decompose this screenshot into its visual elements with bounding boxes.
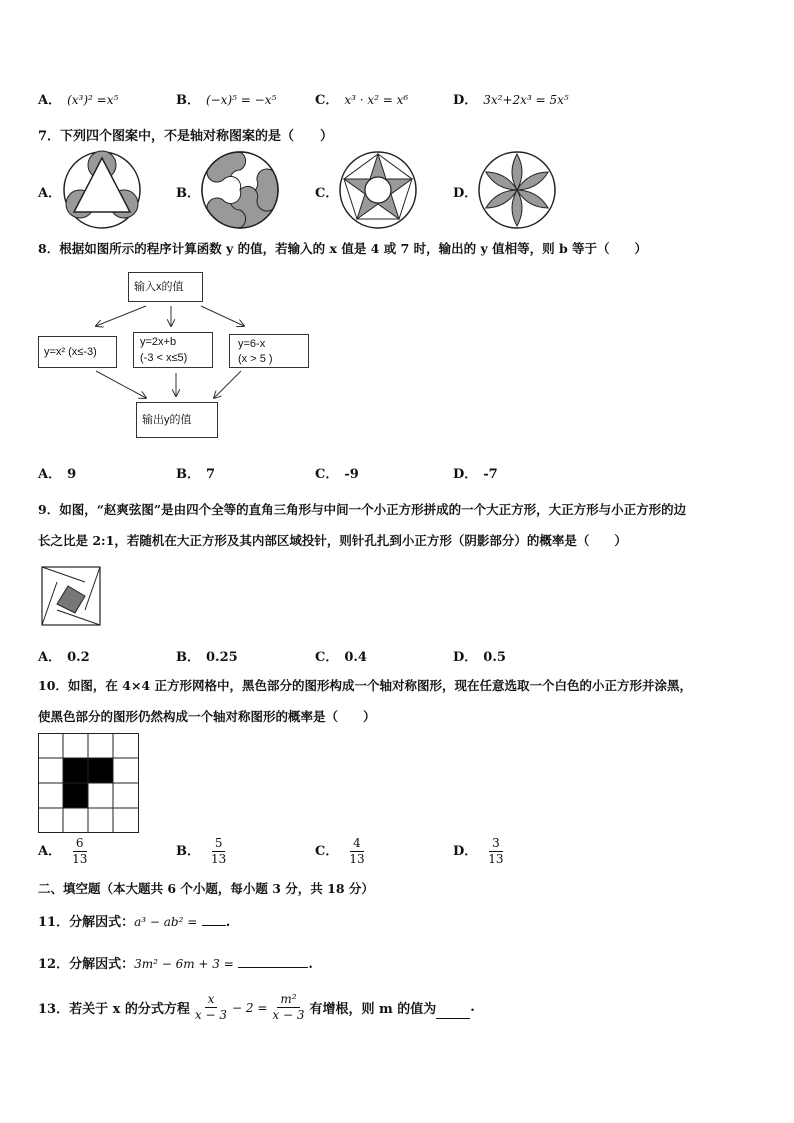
option-value: 7: [206, 467, 216, 482]
option-value: 9: [67, 467, 77, 482]
option-expression: (−x)⁵ = −x⁵: [206, 93, 277, 107]
q7-figure-d: [477, 150, 557, 230]
q13-answer-blank[interactable]: [436, 1006, 470, 1019]
flow-middle-line2: (-3 < x≤5): [140, 352, 188, 364]
option-label: C．: [315, 93, 339, 108]
option-label: C．: [315, 650, 339, 665]
option-fraction: [208, 836, 229, 867]
flow-middle-line1: y=2x+b: [140, 336, 177, 348]
q13-fraction-2: [269, 992, 307, 1023]
option-label: B．: [176, 93, 200, 108]
option-label: C．: [315, 844, 339, 859]
q13-middle: − 2 =: [232, 1000, 268, 1015]
q8-option-d[interactable]: [453, 463, 498, 482]
q9-option-a[interactable]: [38, 646, 90, 665]
fraction-numerator: m²: [277, 992, 299, 1008]
flow-middle-branch-box: [133, 332, 213, 368]
option-fraction: [346, 836, 367, 867]
q8-option-b[interactable]: [176, 463, 215, 482]
option-value: 0.25: [206, 650, 238, 665]
option-label: D．: [453, 93, 478, 108]
q8-stem: 8．根据如图所示的程序计算函数 y 的值，若输入的 x 值是 4 或 7 时，输出的 y 值相等，则 b 等于（ ）: [38, 241, 648, 256]
option-label: D．: [453, 844, 478, 859]
option-expression: 3x²+2x³ = 5x⁵: [483, 93, 569, 107]
option-label: B．: [176, 467, 200, 482]
option-value: 0.2: [67, 650, 90, 665]
option-expression: x³ · x² = x⁶: [344, 93, 409, 107]
q11: [38, 911, 230, 930]
q9-stem-line1: 9．如图，“赵爽弦图”是由四个全等的直角三角形与中间一个小正方形拼成的一个大正方形，大正方形与小正方形的边: [38, 502, 687, 517]
option-label: D．: [453, 467, 478, 482]
fraction-denominator: 13: [349, 852, 365, 866]
flow-input-box: 输入x的值: [128, 272, 203, 302]
q11-answer-blank[interactable]: [202, 913, 226, 926]
q9-option-d[interactable]: [453, 646, 506, 665]
q12: [38, 953, 313, 972]
option-label: A．: [38, 467, 62, 482]
q7-stem: 7．下列四个图案中，不是轴对称图案的是（ ）: [38, 129, 334, 144]
q9-stem-line2: 长之比是 2:1，若随机在大正方形及其内部区域投针，则针孔扎到小正方形（阴影部分）的概率是（ ）: [38, 533, 627, 548]
zhao-shuang-string-figure: [41, 566, 101, 626]
option-label: B．: [176, 844, 200, 859]
fraction-numerator: 3: [489, 836, 503, 852]
q11-expression: a³ − ab² =: [134, 915, 198, 929]
option-label: C．: [315, 467, 339, 482]
q10-option-b[interactable]: [176, 836, 231, 867]
q7-option-c-label[interactable]: C．: [315, 186, 339, 201]
option-label: A．: [38, 844, 62, 859]
option-fraction: [69, 836, 90, 867]
q6-option-a[interactable]: [38, 89, 118, 108]
q8-option-a[interactable]: [38, 463, 76, 482]
flow-right-line1: y=6-x: [238, 338, 266, 350]
fraction-numerator: 5: [212, 836, 226, 852]
q12-prefix: 12．分解因式：: [38, 957, 135, 972]
option-label: D．: [453, 650, 478, 665]
flow-left-branch-box: y=x² (x≤-3): [38, 336, 117, 368]
option-expression: (x³)² =x⁵: [67, 93, 119, 107]
q13-fraction-1: [192, 992, 230, 1023]
q10-option-d[interactable]: [453, 836, 509, 867]
q10-stem-line2: 使黑色部分的图形仍然构成一个轴对称图形的概率是（ ）: [38, 709, 376, 724]
q13-suffix: 有增根，则 m 的值为: [309, 1002, 437, 1017]
q10-stem-line1: 10．如图，在 4×4 正方形网格中，黑色部分的图形构成一个轴对称图形，现在任意选取一个白色的小正方形并涂黑，: [38, 678, 692, 693]
q12-answer-blank[interactable]: [238, 955, 308, 968]
q6-option-d[interactable]: [453, 89, 569, 108]
q7-figure-a: [62, 150, 142, 230]
option-label: A．: [38, 650, 62, 665]
q7-option-d-label[interactable]: D．: [453, 186, 478, 201]
q12-expression: 3m² − 6m + 3 =: [134, 957, 234, 971]
option-value: -7: [483, 467, 498, 482]
q9-option-b[interactable]: [176, 646, 238, 665]
q7-figure-b: [200, 150, 280, 230]
q7-option-b-label[interactable]: B．: [176, 186, 200, 201]
fraction-numerator: 4: [350, 836, 364, 852]
q7-option-a-label[interactable]: A．: [38, 186, 62, 201]
flow-right-branch-box: [229, 334, 309, 368]
option-label: B．: [176, 650, 200, 665]
fraction-denominator: 13: [211, 852, 227, 866]
fraction-numerator: x: [205, 992, 218, 1008]
flow-right-line2: (x > 5 ): [238, 353, 273, 365]
fraction-numerator: 6: [73, 836, 87, 852]
fraction-denominator: 13: [72, 852, 88, 866]
option-value: -9: [344, 467, 359, 482]
q6-option-c[interactable]: [315, 89, 408, 108]
q10-option-a[interactable]: [38, 836, 92, 867]
q7-figure-c: [338, 150, 418, 230]
fraction-denominator: 13: [488, 852, 504, 866]
option-label: A．: [38, 93, 62, 108]
grid-4x4-figure: [38, 733, 139, 833]
q6-option-b[interactable]: [176, 89, 276, 108]
q9-option-c[interactable]: [315, 646, 367, 665]
q11-prefix: 11．分解因式：: [38, 915, 135, 930]
fraction-denominator: x − 3: [272, 1008, 305, 1022]
q13-end: .: [470, 1000, 475, 1015]
q12-suffix: .: [308, 957, 313, 972]
fraction-denominator: x − 3: [194, 1008, 227, 1022]
section-heading-fill-in: 二、填空题（本大题共 6 个小题，每小题 3 分，共 18 分）: [38, 881, 374, 896]
flow-output-box: 输出y的值: [136, 402, 218, 438]
option-value: 0.5: [483, 650, 506, 665]
q10-option-c[interactable]: [315, 836, 370, 867]
option-value: 0.4: [344, 650, 367, 665]
q13: [38, 992, 475, 1023]
q13-prefix: 13．若关于 x 的分式方程: [38, 1002, 190, 1017]
q8-option-c[interactable]: [315, 463, 359, 482]
q11-suffix: .: [225, 915, 231, 930]
option-fraction: [485, 836, 506, 867]
